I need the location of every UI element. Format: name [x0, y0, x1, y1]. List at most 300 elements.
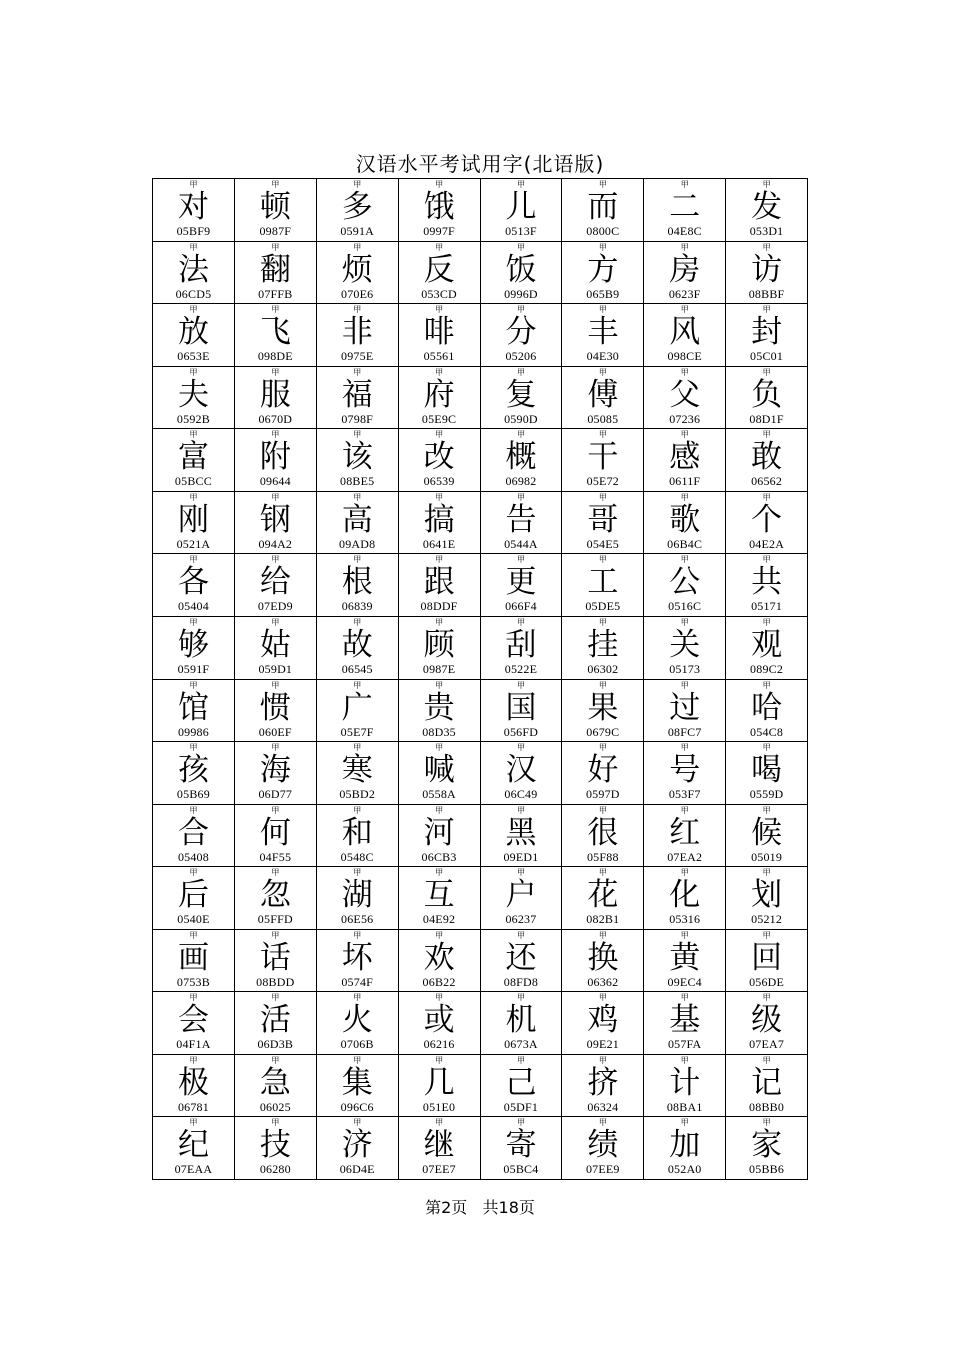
- hanzi-character: 访: [751, 251, 783, 288]
- character-cell: [234, 366, 316, 429]
- character-cell: [234, 1117, 316, 1180]
- character-cell: [398, 491, 480, 554]
- level-mark: 甲: [271, 680, 280, 690]
- unicode-code: 08D1F: [749, 411, 784, 426]
- level-mark: 甲: [516, 555, 525, 565]
- character-cell: [726, 366, 808, 429]
- level-mark: 甲: [271, 1118, 280, 1128]
- hanzi-character: 歌: [669, 501, 701, 538]
- character-cell: [153, 867, 235, 930]
- level-mark: 甲: [516, 993, 525, 1003]
- character-cell: [644, 929, 726, 992]
- level-mark: 甲: [598, 367, 607, 377]
- character-cell: [480, 554, 562, 617]
- level-mark: 甲: [762, 617, 771, 627]
- hanzi-character: 父: [669, 376, 701, 413]
- hanzi-character: 换: [587, 939, 619, 976]
- hanzi-character: 基: [669, 1002, 701, 1039]
- hanzi-character: 啡: [423, 314, 455, 351]
- table-row: [153, 179, 808, 242]
- character-cell: [480, 742, 562, 805]
- hanzi-character: 给: [259, 564, 291, 601]
- level-mark: 甲: [435, 868, 444, 878]
- unicode-code: 0800C: [586, 224, 620, 238]
- character-cell: [316, 241, 398, 304]
- hanzi-character: 继: [423, 1127, 455, 1164]
- level-mark: 甲: [598, 180, 607, 189]
- unicode-code: 065B9: [586, 286, 620, 301]
- character-cell: [726, 179, 808, 242]
- character-cell: [398, 992, 480, 1055]
- hanzi-character: 够: [177, 626, 209, 663]
- character-cell: [644, 429, 726, 492]
- hanzi-character: 而: [587, 189, 619, 225]
- level-mark: 甲: [598, 868, 607, 878]
- unicode-code: 05F88: [586, 849, 619, 864]
- hanzi-character: 何: [259, 814, 291, 851]
- level-mark: 甲: [680, 743, 689, 753]
- character-cell: [153, 1117, 235, 1180]
- character-cell: [316, 554, 398, 617]
- unicode-code: 06216: [423, 1037, 455, 1052]
- hanzi-character: 贵: [423, 689, 455, 726]
- unicode-code: 09644: [259, 474, 291, 489]
- level-mark: 甲: [435, 430, 444, 440]
- unicode-code: 0544A: [504, 536, 538, 551]
- level-mark: 甲: [516, 805, 525, 815]
- level-mark: 甲: [762, 868, 771, 878]
- hanzi-character: 告: [505, 501, 537, 538]
- character-cell: [153, 241, 235, 304]
- character-cell: [234, 179, 316, 242]
- hanzi-character: 个: [751, 501, 783, 538]
- character-cell: [726, 491, 808, 554]
- unicode-code: 06CD5: [175, 286, 212, 301]
- level-mark: 甲: [680, 868, 689, 878]
- table-row: [153, 992, 808, 1055]
- hanzi-character: 傅: [587, 376, 619, 413]
- hanzi-character: 惯: [259, 689, 291, 726]
- level-mark: 甲: [680, 617, 689, 627]
- character-cell: [644, 992, 726, 1055]
- level-mark: 甲: [680, 430, 689, 440]
- character-cell: [316, 1117, 398, 1180]
- character-cell: [398, 742, 480, 805]
- hanzi-character: 机: [505, 1002, 537, 1039]
- level-mark: 甲: [598, 430, 607, 440]
- unicode-code: 05206: [505, 349, 537, 364]
- unicode-code: 09ED1: [503, 849, 539, 864]
- character-cell: [398, 304, 480, 367]
- hanzi-character: 更: [505, 564, 537, 601]
- hanzi-character: 工: [587, 564, 619, 601]
- unicode-code: 07ED9: [257, 599, 293, 614]
- character-cell: [562, 1117, 644, 1180]
- character-cell: [316, 366, 398, 429]
- hanzi-character: 封: [751, 314, 783, 351]
- unicode-code: 07EAA: [174, 1162, 213, 1177]
- level-mark: 甲: [762, 1118, 771, 1128]
- hanzi-character: 观: [751, 626, 783, 663]
- hanzi-character: 放: [177, 314, 209, 351]
- level-mark: 甲: [435, 305, 444, 315]
- character-cell: [644, 742, 726, 805]
- level-mark: 甲: [598, 305, 607, 315]
- table-row: [153, 304, 808, 367]
- hanzi-character: 绩: [587, 1127, 619, 1164]
- level-mark: 甲: [598, 242, 607, 252]
- character-cell: [316, 804, 398, 867]
- level-mark: 甲: [189, 367, 198, 377]
- unicode-code: 060EF: [258, 724, 292, 739]
- unicode-code: 0559D: [749, 787, 784, 802]
- document-title: 汉语水平考试用字(北语版): [355, 152, 605, 176]
- level-mark: 甲: [435, 993, 444, 1003]
- level-mark: 甲: [680, 1118, 689, 1128]
- character-cell: [153, 742, 235, 805]
- level-mark: 甲: [189, 743, 198, 753]
- hanzi-character: 还: [505, 939, 537, 976]
- unicode-code: 05171: [751, 599, 783, 614]
- unicode-code: 05019: [751, 849, 783, 864]
- hanzi-character: 号: [669, 752, 701, 789]
- hanzi-character: 该: [341, 439, 373, 476]
- level-mark: 甲: [435, 180, 444, 189]
- hanzi-character: 鸡: [587, 1002, 619, 1039]
- level-mark: 甲: [762, 743, 771, 753]
- unicode-code: 08BDD: [256, 974, 295, 989]
- unicode-code: 053CD: [421, 286, 457, 301]
- character-cell: [726, 929, 808, 992]
- unicode-code: 07EE7: [422, 1162, 456, 1177]
- character-cell: [562, 554, 644, 617]
- level-mark: 甲: [353, 868, 362, 878]
- unicode-code: 05BF9: [176, 224, 211, 238]
- unicode-code: 057FA: [667, 1037, 702, 1052]
- unicode-code: 05FFD: [257, 912, 293, 927]
- character-cell: [153, 429, 235, 492]
- character-cell: [153, 992, 235, 1055]
- hanzi-character: 海: [259, 752, 291, 789]
- level-mark: 甲: [353, 680, 362, 690]
- hanzi-character: 公: [669, 564, 701, 601]
- level-mark: 甲: [516, 430, 525, 440]
- hanzi-character: 很: [587, 814, 619, 851]
- character-cell: [398, 554, 480, 617]
- unicode-code: 08D35: [422, 724, 456, 739]
- level-mark: 甲: [353, 743, 362, 753]
- footer-gap: [467, 1198, 482, 1217]
- unicode-code: 07EA2: [667, 849, 703, 864]
- unicode-code: 05085: [587, 411, 619, 426]
- unicode-code: 08FC7: [667, 724, 702, 739]
- unicode-code: 08BB0: [749, 1099, 785, 1114]
- unicode-code: 0521A: [176, 536, 211, 551]
- character-cell: [480, 929, 562, 992]
- level-mark: 甲: [353, 617, 362, 627]
- character-cell: [316, 742, 398, 805]
- character-cell: [398, 679, 480, 742]
- level-mark: 甲: [189, 993, 198, 1003]
- character-cell: [562, 992, 644, 1055]
- unicode-code: 070E6: [341, 286, 374, 301]
- unicode-code: 07FFB: [258, 286, 293, 301]
- level-mark: 甲: [271, 617, 280, 627]
- character-cell: [562, 929, 644, 992]
- hanzi-character: 对: [177, 189, 209, 225]
- hanzi-character: 关: [669, 626, 701, 663]
- level-mark: 甲: [516, 1055, 525, 1065]
- character-cell: [234, 992, 316, 1055]
- level-mark: 甲: [762, 242, 771, 252]
- hanzi-character: 化: [669, 877, 701, 914]
- unicode-code: 04F55: [259, 849, 292, 864]
- level-mark: 甲: [435, 680, 444, 690]
- level-mark: 甲: [516, 743, 525, 753]
- character-cell: [398, 804, 480, 867]
- level-mark: 甲: [271, 242, 280, 252]
- unicode-code: 05DF1: [503, 1099, 539, 1114]
- hanzi-character: 复: [505, 376, 537, 413]
- level-mark: 甲: [680, 180, 689, 189]
- level-mark: 甲: [353, 305, 362, 315]
- hanzi-character: 故: [341, 626, 373, 663]
- character-cell: [316, 616, 398, 679]
- hanzi-character: 根: [341, 564, 373, 601]
- hanzi-character: 挤: [587, 1064, 619, 1101]
- level-mark: 甲: [762, 180, 771, 189]
- unicode-code: 094A2: [258, 536, 293, 551]
- unicode-code: 06C49: [504, 787, 538, 802]
- character-cell: [316, 679, 398, 742]
- unicode-code: 0670D: [258, 411, 293, 426]
- character-cell: [480, 1117, 562, 1180]
- level-mark: 甲: [271, 555, 280, 565]
- character-cell: [726, 742, 808, 805]
- hanzi-character: 房: [669, 251, 701, 288]
- character-cell: [398, 867, 480, 930]
- unicode-code: 06D77: [258, 787, 293, 802]
- unicode-code: 0706B: [340, 1037, 374, 1052]
- hanzi-character: 互: [423, 877, 455, 914]
- unicode-code: 054C8: [750, 724, 784, 739]
- unicode-code: 08BA1: [666, 1099, 703, 1114]
- character-cell: [153, 616, 235, 679]
- unicode-code: 0987E: [422, 661, 456, 676]
- level-mark: 甲: [516, 492, 525, 502]
- level-mark: 甲: [271, 743, 280, 753]
- level-mark: 甲: [516, 680, 525, 690]
- hanzi-character: 黑: [505, 814, 537, 851]
- level-mark: 甲: [762, 993, 771, 1003]
- unicode-code: 0597D: [585, 787, 620, 802]
- character-cell: [234, 491, 316, 554]
- character-cell: [480, 1054, 562, 1117]
- character-cell: [153, 929, 235, 992]
- hanzi-character: 共: [751, 564, 783, 601]
- level-mark: 甲: [762, 555, 771, 565]
- hanzi-character: 河: [423, 814, 455, 851]
- unicode-code: 089C2: [750, 661, 784, 676]
- level-mark: 甲: [353, 430, 362, 440]
- unicode-code: 098DE: [257, 349, 293, 364]
- hanzi-character: 飞: [259, 314, 291, 351]
- character-cell: [562, 491, 644, 554]
- level-mark: 甲: [762, 1055, 771, 1065]
- level-mark: 甲: [189, 180, 198, 189]
- character-cell: [644, 679, 726, 742]
- character-cell: [562, 679, 644, 742]
- character-cell: [398, 1054, 480, 1117]
- character-cell: [153, 679, 235, 742]
- hanzi-character: 会: [177, 1002, 209, 1039]
- character-cell: [398, 1117, 480, 1180]
- table-row: [153, 804, 808, 867]
- character-cell: [726, 554, 808, 617]
- hanzi-character: 搞: [423, 501, 455, 538]
- hanzi-character: 分: [505, 314, 537, 351]
- hanzi-character: 忽: [259, 877, 291, 914]
- level-mark: 甲: [680, 993, 689, 1003]
- level-mark: 甲: [353, 242, 362, 252]
- character-cell: [398, 241, 480, 304]
- unicode-code: 098CE: [667, 349, 702, 364]
- hanzi-character: 划: [751, 877, 783, 914]
- character-cell: [153, 179, 235, 242]
- level-mark: 甲: [598, 680, 607, 690]
- level-mark: 甲: [271, 430, 280, 440]
- character-cell: [644, 491, 726, 554]
- level-mark: 甲: [435, 555, 444, 565]
- hanzi-character: 烦: [341, 251, 373, 288]
- unicode-code: 05E72: [586, 474, 619, 489]
- unicode-code: 06D3B: [257, 1037, 294, 1052]
- hanzi-character: 跟: [423, 564, 455, 601]
- level-mark: 甲: [762, 367, 771, 377]
- hanzi-character: 府: [423, 376, 455, 413]
- page-footer: [0, 1196, 960, 1220]
- hanzi-character: 国: [505, 689, 537, 726]
- hanzi-character: 刚: [177, 501, 209, 538]
- character-cell: [562, 429, 644, 492]
- character-cell: [562, 867, 644, 930]
- hanzi-character: 二: [669, 189, 701, 225]
- hanzi-character: 火: [341, 1002, 373, 1039]
- character-cell: [480, 679, 562, 742]
- unicode-code: 07EA7: [749, 1037, 785, 1052]
- level-mark: 甲: [353, 555, 362, 565]
- level-mark: 甲: [598, 1118, 607, 1128]
- level-mark: 甲: [271, 1055, 280, 1065]
- level-mark: 甲: [516, 367, 525, 377]
- unicode-code: 059D1: [258, 661, 293, 676]
- level-mark: 甲: [435, 1055, 444, 1065]
- character-cell: [316, 429, 398, 492]
- level-mark: 甲: [598, 617, 607, 627]
- level-mark: 甲: [271, 805, 280, 815]
- character-cell: [726, 992, 808, 1055]
- character-cell: [398, 616, 480, 679]
- level-mark: 甲: [598, 492, 607, 502]
- unicode-code: 06CB3: [421, 849, 457, 864]
- hanzi-character: 发: [751, 189, 783, 225]
- level-mark: 甲: [353, 1055, 362, 1065]
- level-mark: 甲: [353, 930, 362, 940]
- level-mark: 甲: [189, 242, 198, 252]
- hanzi-character: 加: [669, 1127, 701, 1164]
- hanzi-character: 后: [177, 877, 209, 914]
- table-row: [153, 241, 808, 304]
- hanzi-character: 喝: [751, 752, 783, 789]
- unicode-code: 0513F: [505, 224, 537, 238]
- hanzi-character: 欢: [423, 939, 455, 976]
- level-mark: 甲: [762, 305, 771, 315]
- level-mark: 甲: [271, 367, 280, 377]
- unicode-code: 06362: [587, 974, 619, 989]
- hanzi-character: 过: [669, 689, 701, 726]
- level-mark: 甲: [271, 180, 280, 189]
- hanzi-character: 技: [259, 1127, 291, 1164]
- unicode-code: 066F4: [505, 599, 537, 614]
- hanzi-character: 家: [751, 1127, 783, 1164]
- hanzi-character: 顾: [423, 626, 455, 663]
- level-mark: 甲: [189, 617, 198, 627]
- character-cell: [234, 804, 316, 867]
- unicode-code: 08BE5: [340, 474, 375, 489]
- hanzi-character: 姑: [259, 626, 291, 663]
- unicode-code: 09E21: [586, 1037, 619, 1052]
- level-mark: 甲: [271, 993, 280, 1003]
- table-row: [153, 616, 808, 679]
- hanzi-character: 孩: [177, 752, 209, 789]
- character-cell: [562, 1054, 644, 1117]
- unicode-code: 0641E: [422, 536, 456, 551]
- character-cell: [562, 616, 644, 679]
- table-row: [153, 867, 808, 930]
- unicode-code: 05212: [751, 912, 783, 927]
- character-cell: [153, 491, 235, 554]
- level-mark: 甲: [435, 743, 444, 753]
- hanzi-character: 合: [177, 814, 209, 851]
- unicode-code: 0987F: [259, 224, 292, 238]
- level-mark: 甲: [353, 180, 362, 189]
- unicode-code: 06562: [751, 474, 783, 489]
- character-cell: [398, 179, 480, 242]
- hanzi-character: 果: [587, 689, 619, 726]
- character-cell: [480, 179, 562, 242]
- level-mark: 甲: [516, 1118, 525, 1128]
- level-mark: 甲: [680, 492, 689, 502]
- character-cell: [480, 616, 562, 679]
- unicode-code: 0522E: [504, 661, 538, 676]
- unicode-code: 0996D: [504, 286, 538, 301]
- character-cell: [562, 804, 644, 867]
- hanzi-character: 反: [423, 251, 455, 288]
- level-mark: 甲: [598, 805, 607, 815]
- hanzi-character: 寒: [341, 752, 373, 789]
- level-mark: 甲: [762, 805, 771, 815]
- character-cell: [644, 1054, 726, 1117]
- unicode-code: 06839: [341, 599, 373, 614]
- level-mark: 甲: [598, 1055, 607, 1065]
- character-cell: [480, 992, 562, 1055]
- level-mark: 甲: [435, 492, 444, 502]
- hanzi-character: 哈: [751, 689, 783, 726]
- unicode-code: 06545: [341, 661, 373, 676]
- table-row: [153, 1117, 808, 1180]
- level-mark: 甲: [680, 555, 689, 565]
- hanzi-character: 几: [423, 1064, 455, 1101]
